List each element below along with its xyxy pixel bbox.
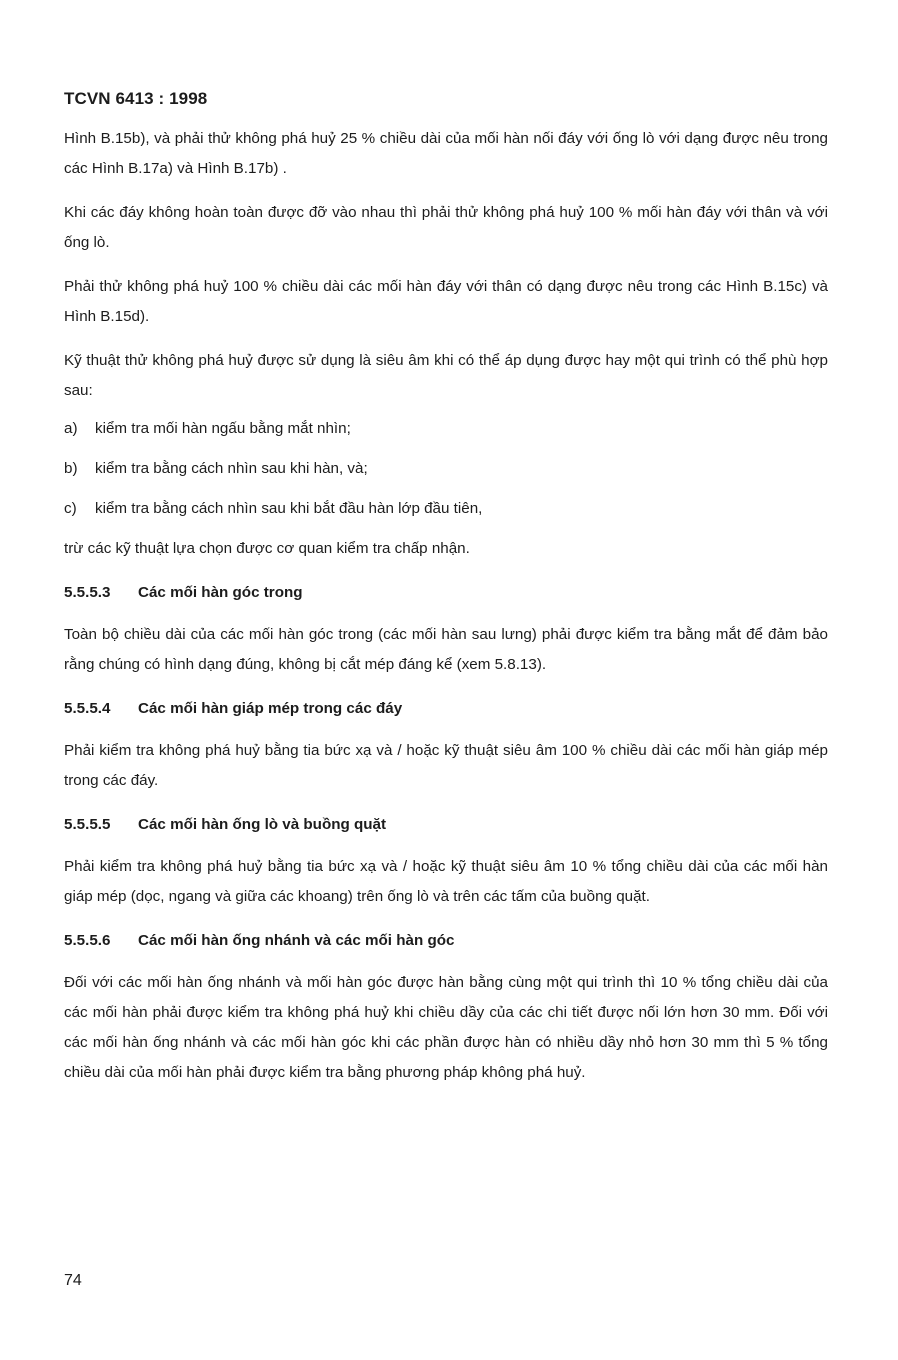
section-number: 5.5.5.6 — [64, 932, 111, 949]
paragraph-after-list: trừ các kỹ thuật lựa chọn được cơ quan kiểm tra chấp nhận. — [64, 540, 470, 557]
list-item — [64, 414, 828, 444]
section-heading — [64, 926, 828, 956]
paragraph-2: Khi các đáy không hoàn toàn được đỡ vào nhau thì phải thử không phá huỷ 100 % mối hàn đáy với thân và với ống lò. — [64, 204, 828, 251]
section-number: 5.5.5.4 — [64, 700, 111, 717]
section-number: 5.5.5.3 — [64, 584, 111, 601]
list-marker: c) — [64, 500, 77, 517]
section-number: 5.5.5.5 — [64, 816, 111, 833]
list-item-text: kiểm tra bằng cách nhìn sau khi hàn, và; — [95, 460, 368, 477]
section-title: Các mối hàn góc trong — [138, 584, 303, 601]
page-number: 74 — [64, 1272, 82, 1289]
section-heading — [64, 578, 828, 608]
section-heading — [64, 694, 828, 724]
list-item-text: kiểm tra mối hàn ngấu bằng mắt nhìn; — [95, 420, 351, 437]
list-marker: b) — [64, 460, 78, 477]
paragraph-3: Phải thử không phá huỷ 100 % chiều dài các mối hàn đáy với thân có dạng được nêu trong các Hình B.15c) và Hình B.15d). — [64, 278, 828, 325]
list-item — [64, 494, 828, 524]
section-body: Phải kiểm tra không phá huỷ bằng tia bức xạ và / hoặc kỹ thuật siêu âm 100 % chiều dài các mối hàn giáp mép trong các đáy. — [64, 742, 828, 789]
section-body: Phải kiểm tra không phá huỷ bằng tia bức xạ và / hoặc kỹ thuật siêu âm 10 % tổng chiều dài của các mối hàn giáp mép (dọc, ngang và giữa các khoang) trên ống lò và trên các tấm của buồng quặt. — [64, 858, 828, 905]
list-item — [64, 454, 828, 484]
document-body — [64, 124, 828, 1102]
paragraph-1: Hình B.15b), và phải thử không phá huỷ 25 % chiều dài của mối hàn nối đáy với ống lò với dạng được nêu trong các Hình B.17a) và Hình B.17b) . — [64, 130, 828, 177]
section-title: Các mối hàn ống nhánh và các mối hàn góc — [138, 932, 455, 949]
section-body: Đối với các mối hàn ống nhánh và mối hàn góc được hàn bằng cùng một qui trình thì 10 % tổng chiều dài của các mối hàn phải được kiểm tra không phá huỷ khi chiều dầy của các chi tiết được nối lớn hơn 30 mm. Đối với các mối hàn ống nhánh và các mối hàn góc khi các phần được hàn có nhiều dầy nhỏ hơn 30 mm thì 5 % tổng chiều dài của mối hàn phải được kiểm tra bằng phương pháp không phá huỷ. — [64, 974, 828, 1081]
paragraph-4: Kỹ thuật thử không phá huỷ được sử dụng là siêu âm khi có thể áp dụng được hay một qui trình có thể phù hợp sau: — [64, 352, 828, 399]
section-title: Các mối hàn giáp mép trong các đáy — [138, 700, 403, 717]
section-heading — [64, 810, 828, 840]
section-body: Toàn bộ chiều dài của các mối hàn góc trong (các mối hàn sau lưng) phải được kiểm tra bằng mắt để đảm bảo rằng chúng có hình dạng đúng, không bị cắt mép đáng kể (xem 5.8.13). — [64, 626, 828, 673]
list-marker: a) — [64, 420, 78, 437]
section-title: Các mối hàn ống lò và buồng quặt — [138, 816, 387, 833]
standard-header: TCVN 6413 : 1998 — [64, 89, 208, 108]
list-item-text: kiểm tra bằng cách nhìn sau khi bắt đầu hàn lớp đầu tiên, — [95, 500, 483, 517]
